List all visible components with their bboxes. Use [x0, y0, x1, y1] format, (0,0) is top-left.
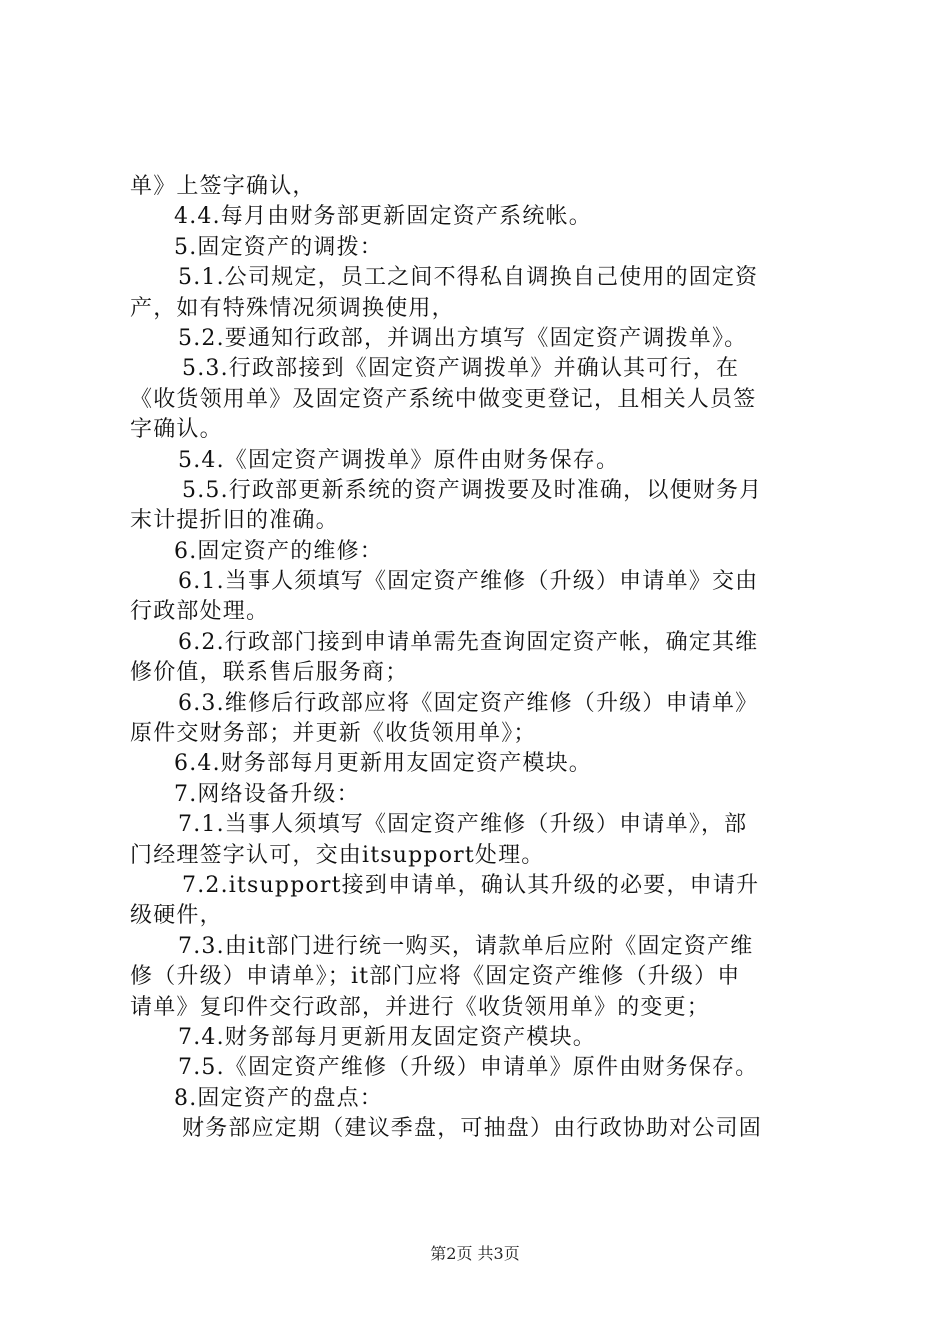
text-line: 产，如有特殊情况须调换使用， — [130, 295, 455, 321]
text-line: 5.5.行政部更新系统的资产调拨要及时准确，以便财务月 — [182, 477, 763, 503]
text-line: 门经理签字认可，交由itsupport处理。 — [130, 842, 545, 868]
text-line: 末计提折旧的准确。 — [130, 508, 339, 534]
page-footer — [0, 1244, 950, 1264]
text-line: 财务部应定期（建议季盘，可抽盘）由行政协助对公司固 — [182, 1116, 763, 1142]
text-line: 6.2.行政部门接到申请单需先查询固定资产帐，确定其维 — [178, 629, 759, 655]
section-heading: 5.固定资产的调拨： — [174, 234, 383, 260]
text-line: 4.4.每月由财务部更新固定资产系统帐。 — [174, 204, 592, 230]
text-line: 《收货领用单》及固定资产系统中做变更登记，且相关人员签 — [130, 386, 757, 412]
text-line: 5.4.《固定资产调拨单》原件由财务保存。 — [178, 447, 620, 473]
text-line: 行政部处理。 — [130, 599, 270, 625]
text-line: 请单》复印件交行政部，并进行《收货领用单》的变更； — [130, 994, 711, 1020]
text-line: 6.1.当事人须填写《固定资产维修（升级）申请单》交由 — [178, 569, 759, 595]
text-line: 原件交财务部；并更新《收货领用单》； — [130, 721, 537, 747]
page-number: 第2页 共3页 — [430, 1244, 520, 1263]
text-line: 7.3.由it部门进行统一购买，请款单后应附《固定资产维 — [178, 933, 754, 959]
text-line: 级硬件， — [130, 903, 223, 929]
text-line: 7.1.当事人须填写《固定资产维修（升级）申请单》，部 — [178, 812, 748, 838]
text-line: 5.3.行政部接到《固定资产调拨单》并确认其可行，在 — [182, 356, 740, 382]
text-line: 单》上签字确认， — [130, 174, 316, 199]
text-line: 修价值，联系售后服务商； — [130, 660, 409, 686]
text-line: 5.2.要通知行政部，并调出方填写《固定资产调拨单》。 — [178, 325, 748, 351]
text-line: 7.2.itsupport接到申请单，确认其升级的必要，申请升 — [182, 872, 760, 898]
text-line: 修（升级）申请单》；it部门应将《固定资产维修（升级）申 — [130, 964, 741, 990]
text-line: 5.1.公司规定，员工之间不得私自调换自己使用的固定资 — [178, 265, 759, 291]
text-line: 6.3.维修后行政部应将《固定资产维修（升级）申请单》 — [178, 690, 759, 716]
text-line: 7.5.《固定资产维修（升级）申请单》原件由财务保存。 — [178, 1055, 759, 1081]
section-heading: 7.网络设备升级： — [174, 781, 360, 807]
text-line: 6.4.财务部每月更新用友固定资产模块。 — [174, 751, 592, 777]
text-line: 字确认。 — [130, 417, 223, 443]
text-line: 7.4.财务部每月更新用友固定资产模块。 — [178, 1024, 596, 1050]
section-heading: 8.固定资产的盘点： — [174, 1085, 383, 1111]
document-body — [130, 172, 830, 1145]
section-heading: 6.固定资产的维修： — [174, 538, 383, 564]
